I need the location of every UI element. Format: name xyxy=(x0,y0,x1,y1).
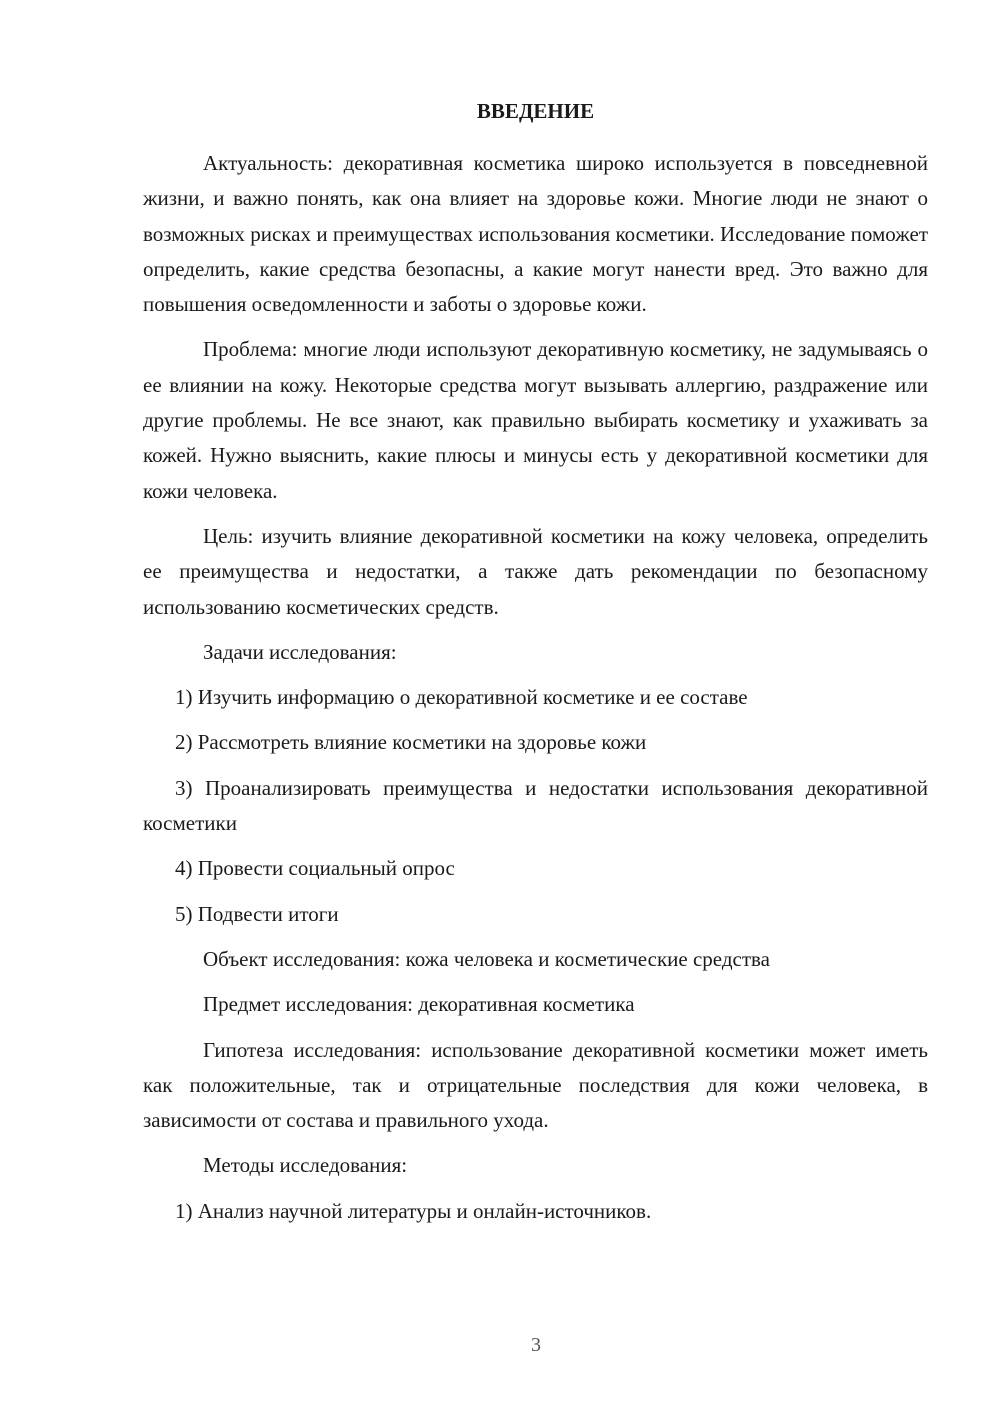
task-item-4: 4) Провести социальный опрос xyxy=(175,856,455,881)
problem-paragraph: Проблема: многие люди используют декоративную косметику, не задумываясь о ее влиянии на кожу. Некоторые средства могут вызывать аллергию, раздражение или другие проблемы. Не все знают, как правильно выбирать косметику и ухаживать за кожей. Нужно выяснить, какие плюсы и минусы есть у декоративной косметики для кожи человека. xyxy=(143,337,928,503)
task-item-1: 1) Изучить информацию о декоративной косметике и ее составе xyxy=(175,685,748,710)
method-item-1: 1) Анализ научной литературы и онлайн-источников. xyxy=(175,1198,652,1223)
section-title: ВВЕДЕНИЕ xyxy=(476,99,595,123)
page-number: 3 xyxy=(531,1334,541,1356)
tasks-heading: Задачи исследования: xyxy=(203,639,397,664)
research-hypothesis: Гипотеза исследования: использование декоративной косметики может иметь как положительные, так и отрицательные последствия для кожи человека, в зависимости от состава и правильного ухода. xyxy=(143,1037,928,1133)
task-item-2: 2) Рассмотреть влияние косметики на здоровье кожи xyxy=(175,730,647,755)
task-item-3: 3) Проанализировать преимущества и недостатки использования декоративной косметики xyxy=(143,775,928,836)
goal-paragraph: Цель: изучить влияние декоративной косметики на кожу человека, определить ее преимущества и недостатки, а также дать рекомендации по безопасному использованию косметических средств. xyxy=(143,523,928,619)
research-subject: Предмет исследования: декоративная косметика xyxy=(203,992,635,1017)
relevance-paragraph: Актуальность: декоративная косметика широко используется в повседневной жизни, и важно понять, как она влияет на здоровье кожи. Многие люди не знают о возможных рисках и преимуществах использования косметики. Исследование поможет определить, какие средства безопасны, а какие могут нанести вред. Это важно для повышения осведомленности и заботы о здоровье кожи. xyxy=(143,151,928,317)
document-body xyxy=(143,96,928,1229)
task-item-5: 5) Подвести итоги xyxy=(175,901,339,926)
research-object: Объект исследования: кожа человека и косметические средства xyxy=(203,946,770,971)
methods-heading: Методы исследования: xyxy=(203,1153,408,1178)
